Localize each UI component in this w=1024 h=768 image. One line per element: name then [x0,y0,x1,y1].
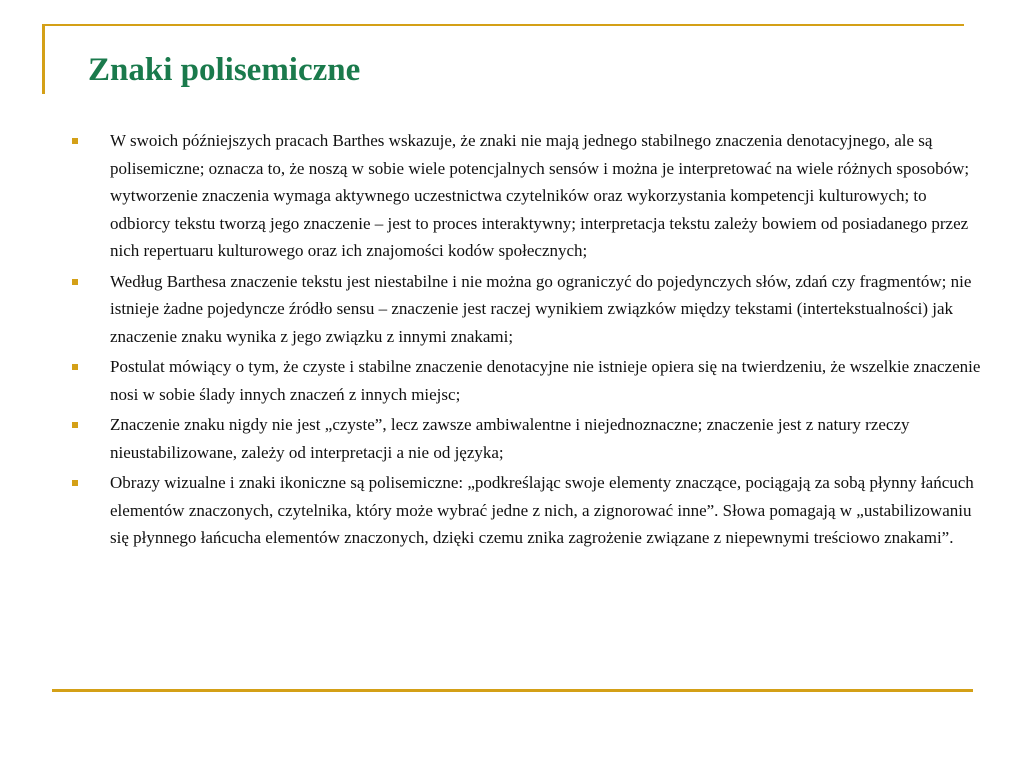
square-bullet-icon [72,279,78,285]
bullet-item-3 [72,353,982,408]
top-accent-line [42,24,964,26]
square-bullet-icon [72,480,78,486]
slide-title: Znaki polisemiczne [88,52,361,88]
left-accent-line [42,24,45,94]
bottom-accent-line [52,689,973,692]
square-bullet-icon [72,422,78,428]
bullet-list [72,127,982,555]
bullet-item-4 [72,411,982,466]
bullet-item-2 [72,268,982,351]
bullet-text-3: Postulat mówiący o tym, że czyste i stabilne znaczenie denotacyjne nie istnieje opiera się na twierdzeniu, że wszelkie znaczenie nosi w sobie ślady innych znaczeń z innych miejsc; [110,357,981,404]
bullet-text-1: W swoich późniejszych pracach Barthes wskazuje, że znaki nie mają jednego stabilnego znaczenia denotacyjnego, ale są polisemiczne; oznacza to, że noszą w sobie wiele potencjalnych sensów i można je interpretować na wiele różnych sposobów; wytworzenie znaczenia wymaga aktywnego uczestnictwa czytelników oraz wykorzystania kompetencji kulturowych; to odbiorcy tekstu tworzą jego znaczenie – jest to proces interaktywny; interpretacja tekstu zależy bowiem od posiadanego przez nich repertuaru kulturowego oraz ich znajomości kodów społecznych; [110,131,970,260]
bullet-text-2: Według Barthesa znaczenie tekstu jest niestabilne i nie można go ograniczyć do pojedynczych słów, zdań czy fragmentów; nie istnieje żadne pojedyncze źródło sensu – znaczenie jest raczej wynikiem związków między tekstami (intertekstualności) jak znaczenie znaku wynika z jego związku z innymi znakami; [110,271,972,346]
bullet-text-4: Znaczenie znaku nigdy nie jest „czyste”, lecz zawsze ambiwalentne i niejednoznaczne; znaczenie jest z natury rzeczy nieustabilizowane, zależy od interpretacji a nie od języka; [110,415,910,462]
bullet-item-1 [72,127,982,265]
square-bullet-icon [72,138,78,144]
square-bullet-icon [72,364,78,370]
bullet-item-5 [72,469,982,552]
bullet-text-5: Obrazy wizualne i znaki ikoniczne są polisemiczne: „podkreślając swoje elementy znaczące, pociągają za sobą płynny łańcuch elementów znaczonych, czytelnika, który może wybrać jedne z nich, a zignorować inne”. Słowa pomagają w „ustabilizowaniu się płynnego łańcucha elementów znaczonych, dzięki czemu znika zagrożenie związane z niepewnymi treściowo znakami”. [110,473,974,547]
